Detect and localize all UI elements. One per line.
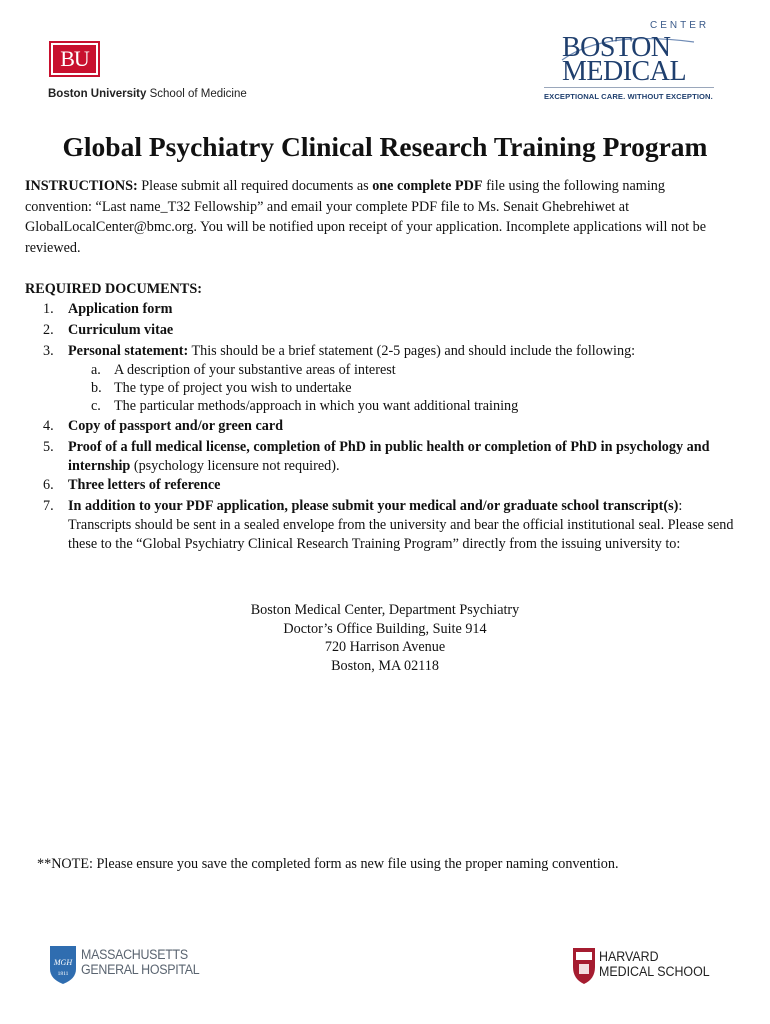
list-item [25, 300, 737, 319]
bmc-logo [540, 20, 720, 106]
mgh-wordmark [81, 947, 199, 977]
list-item-number: 2. [43, 322, 54, 338]
bmc-boston-word: BOSTON [562, 32, 671, 63]
bmc-tagline: EXCEPTIONAL CARE. WITHOUT EXCEPTION. [544, 92, 713, 101]
mgh-line-1: MASSACHUSETTS [81, 947, 188, 962]
sub-list-item-letter: a. [91, 362, 101, 378]
mailing-address [0, 601, 770, 675]
sub-list-item-letter: c. [91, 398, 101, 414]
instructions-text-1: Please submit all required documents as [137, 178, 373, 194]
bmc-medical-word: MEDICAL [562, 56, 687, 87]
list-item-bold: Three letters of reference [68, 477, 221, 493]
harvard-shield-icon [572, 947, 596, 985]
instructions-bold-pdf: one complete PDF [372, 178, 483, 194]
list-item-bold: Application form [68, 301, 173, 317]
list-item-bold: Personal statement: [68, 343, 189, 359]
mgh-seal-year: 1811 [57, 971, 69, 977]
list-item-bold: In addition to your PDF application, please submit your medical and/or graduate school transcript(s) [68, 498, 679, 514]
list-item [25, 497, 737, 554]
page-title: Global Psychiatry Clinical Research Training Program [62, 131, 708, 162]
list-item-bold: Proof of a full medical license, completion of PhD in public health or completion of PhD in psychology and internship [68, 439, 710, 474]
list-item-text: (psychology licensure not required). [130, 458, 340, 474]
list-item-bold: Curriculum vitae [68, 322, 174, 338]
address-line-3: 720 Harrison Avenue [324, 639, 446, 656]
list-item [25, 476, 737, 495]
list-item-text: This should be a brief statement (2-5 pages) and should include the following: [188, 343, 636, 359]
mgh-line-2: GENERAL HOSPITAL [81, 962, 200, 977]
list-item-number: 5. [43, 439, 54, 455]
sub-list-item [25, 397, 737, 415]
bu-caption-bold: Boston University [48, 88, 147, 100]
address-line-1: Boston Medical Center, Department Psychiatry [250, 602, 520, 618]
hms-line-2: MEDICAL SCHOOL [599, 964, 710, 979]
bmc-center-word: CENTER [650, 20, 710, 31]
required-documents-heading: REQUIRED DOCUMENTS: [25, 281, 202, 297]
required-documents-list [25, 300, 737, 554]
instructions-paragraph [25, 176, 733, 259]
sub-list-item-text: A description of your substantive areas of interest [114, 362, 396, 378]
bu-logo [49, 41, 100, 77]
sub-list-item-text: The particular methods/approach in which you want additional training [114, 398, 519, 414]
sub-list-item-text: The type of project you wish to undertake [114, 380, 352, 396]
naming-note: **NOTE: Please ensure you save the completed form as new file using the proper naming convention. [37, 856, 619, 872]
instructions-label: INSTRUCTIONS: [25, 178, 138, 194]
list-item-number: 4. [43, 418, 54, 434]
bu-logo-caption [48, 88, 247, 100]
list-item-number: 6. [43, 477, 54, 493]
hms-line-1: HARVARD [599, 949, 659, 964]
address-line-2: Doctor’s Office Building, Suite 914 [283, 620, 487, 637]
bu-logo-mark: BU [53, 45, 96, 73]
list-item [25, 342, 737, 361]
list-item [25, 438, 737, 476]
list-item-bold: Copy of passport and/or green card [68, 418, 284, 434]
bmc-rule [544, 87, 714, 88]
instructions-text-2: file using the following naming convention: “Last name_T32 Fellowship” and email your complete PDF file to Ms. Senait Ghebrehiwet at GlobalLocalCenter@bmc.org. You will be notified upon receipt of your application. Incomplete applications will not be reviewed. [25, 178, 707, 257]
sub-list-item [25, 361, 737, 379]
list-item-number: 7. [43, 498, 54, 514]
list-item-number: 1. [43, 301, 54, 317]
sub-list-item [25, 379, 737, 397]
mgh-shield-icon [49, 945, 77, 985]
list-item-number: 3. [43, 343, 54, 359]
list-item-text: : Transcripts should be sent in a sealed envelope from the university and bear the official institutional seal. Please send these to the “Global Psychiatry Clinical Research Training Program” directly from the issuing university to: [68, 498, 734, 552]
mgh-seal-text: MGH [53, 958, 73, 967]
sub-list-item-letter: b. [91, 380, 102, 396]
hms-logo [572, 947, 722, 989]
address-line-4: Boston, MA 02118 [331, 657, 439, 674]
list-item [25, 417, 737, 436]
mgh-logo [49, 945, 219, 987]
hms-wordmark [599, 949, 710, 979]
list-item [25, 321, 737, 340]
bu-caption-rest: School of Medicine [146, 88, 247, 100]
